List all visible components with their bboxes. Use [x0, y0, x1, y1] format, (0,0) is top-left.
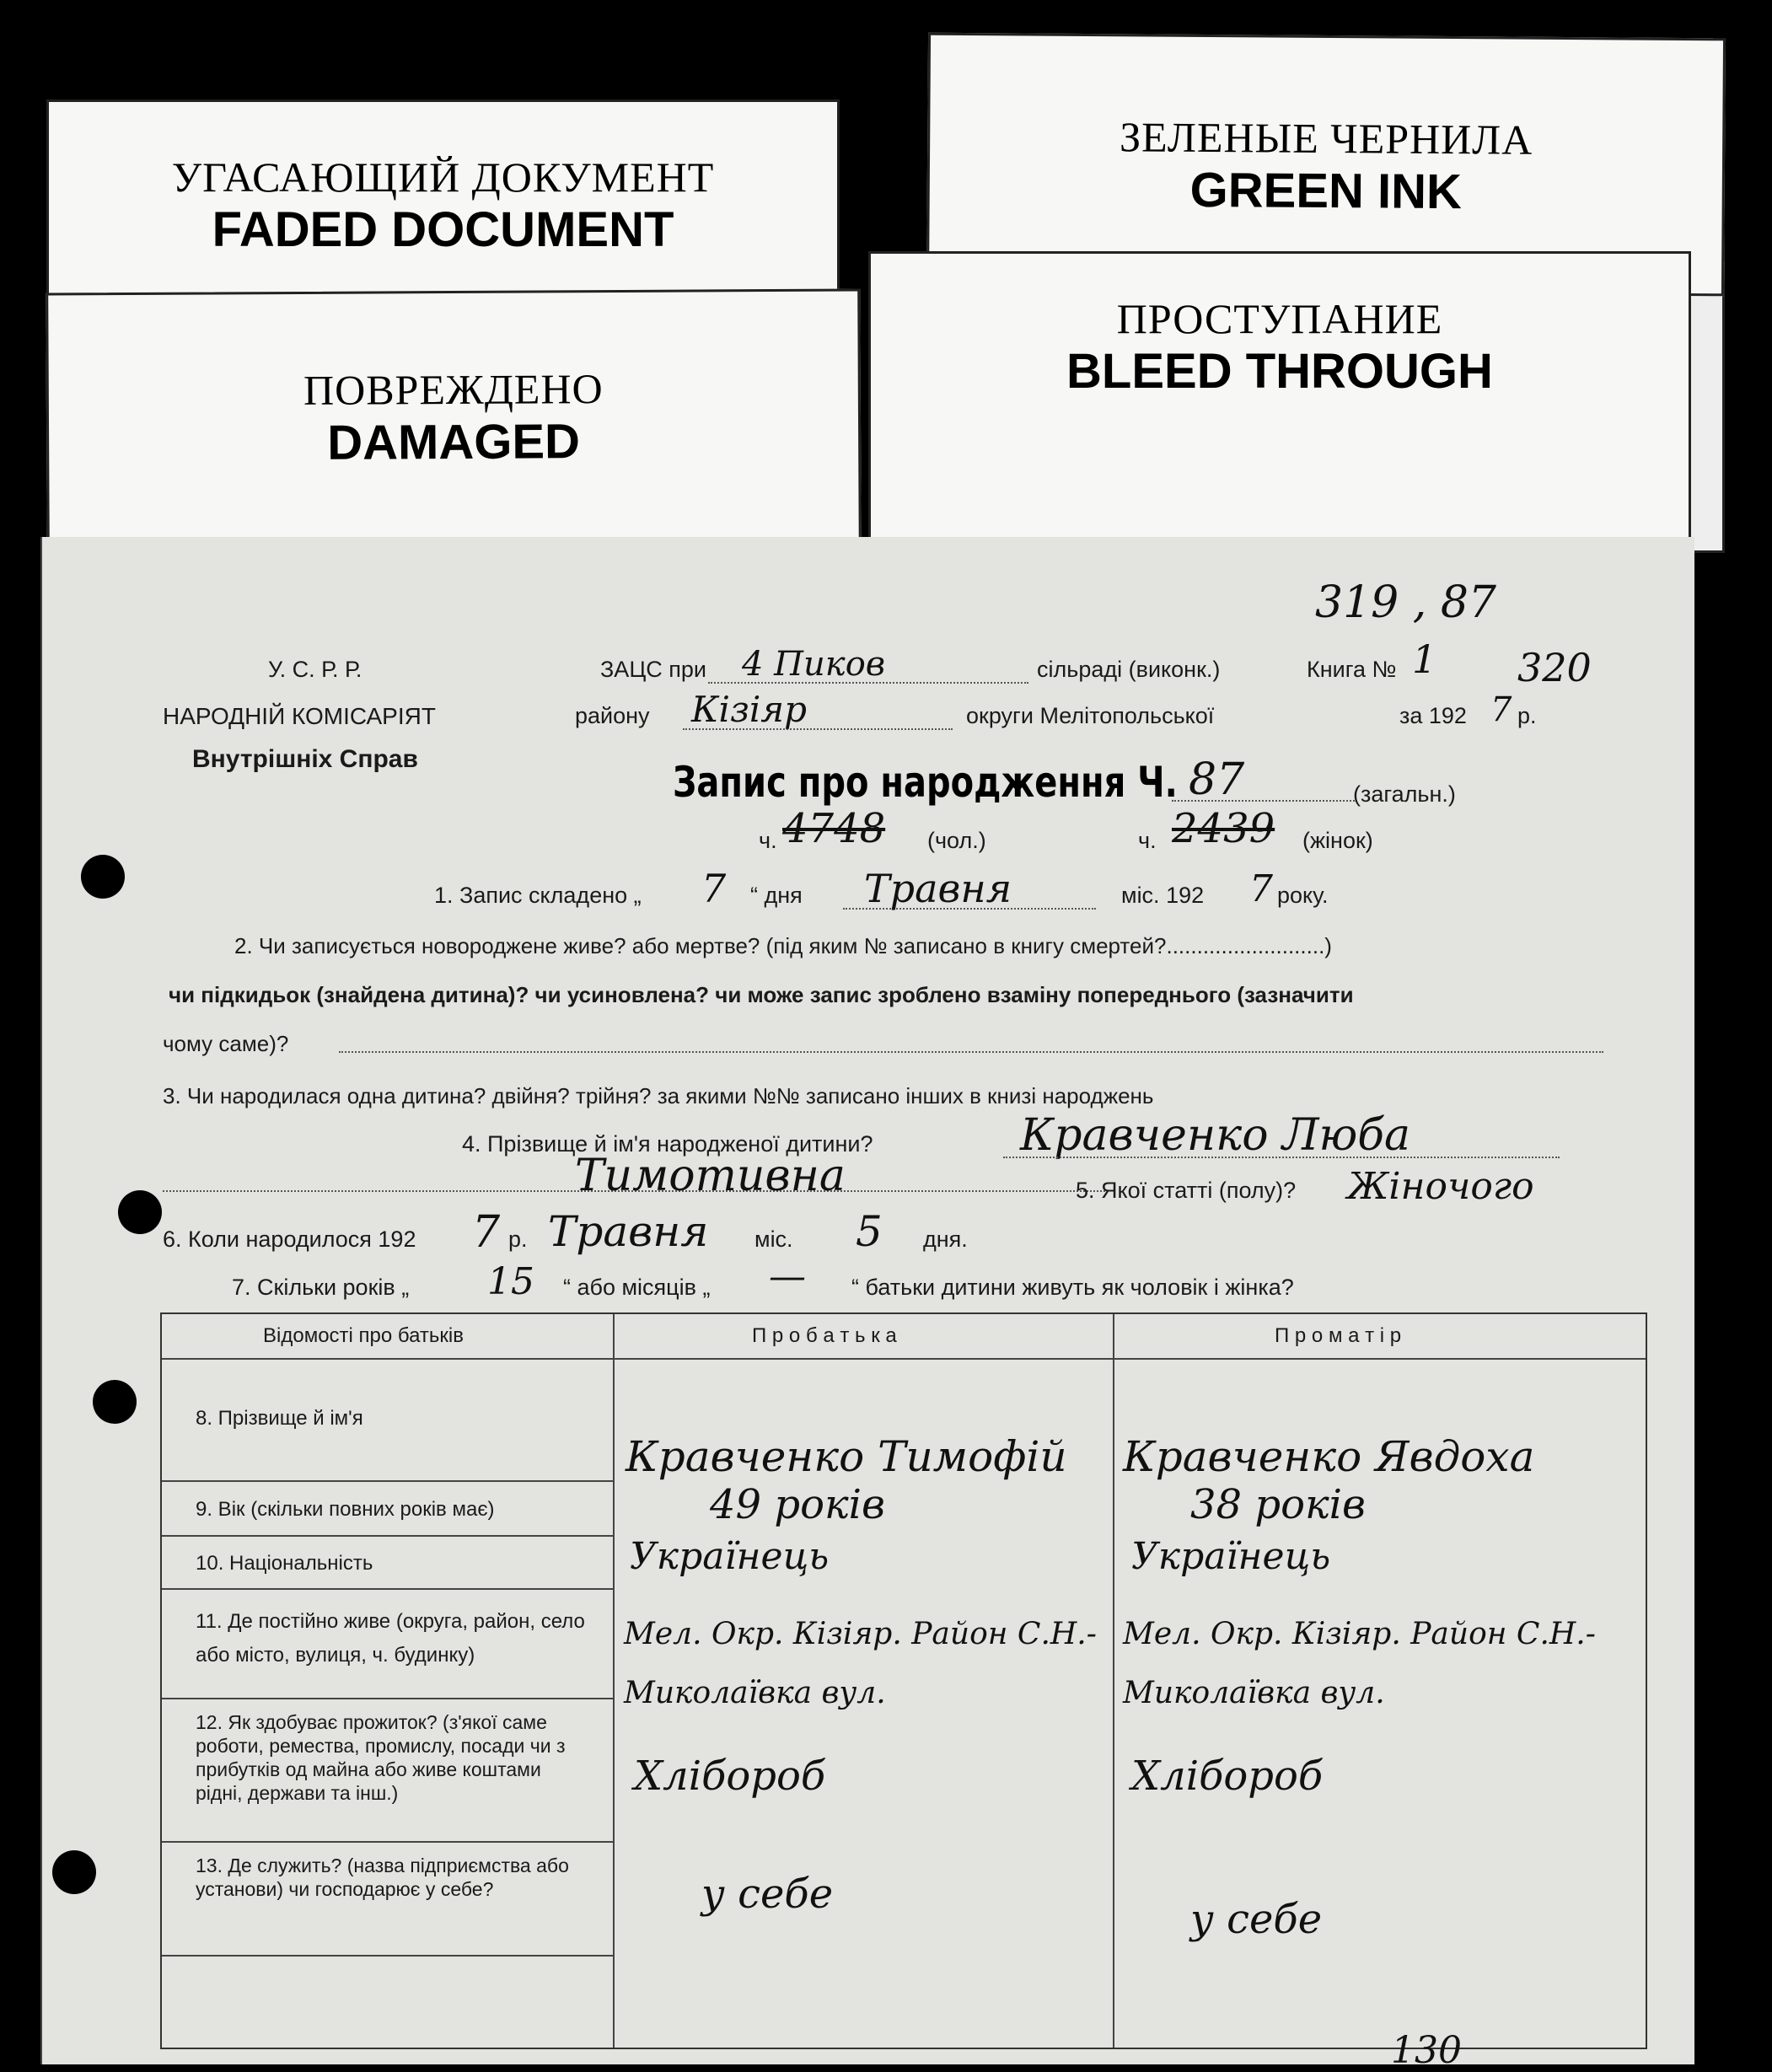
label-card-bleed-through [868, 251, 1691, 543]
q4-label: 4. Прізвище й ім'я народженої дитини? [462, 1131, 873, 1157]
ch-label: ч. [759, 828, 777, 853]
q4-patronymic-handwritten: Тимотивна [575, 1151, 846, 1201]
row-divider [162, 1841, 613, 1843]
birth-record-form [40, 537, 1694, 2072]
col-header-mother: П р о м а т і р [1275, 1324, 1402, 1347]
q5-label: 5. Якої статті (полу)? [1076, 1178, 1297, 1203]
fill-line [1003, 1157, 1560, 1158]
general-label: (загальн.) [1353, 781, 1456, 807]
record-number-handwritten: 87 [1189, 754, 1245, 805]
card-ru-text: ПРОСТУПАНИЕ [1116, 295, 1443, 342]
father-name-handwritten: Кравченко Тимофій [626, 1432, 1067, 1481]
row-divider [162, 1358, 1646, 1360]
row-divider [162, 1535, 613, 1537]
mother-address-handwritten: Мел. Окр. Кізіяр. Район С.Н.-Миколаївка вул. [1123, 1617, 1596, 1710]
header-commissariat: НАРОДНІЙ КОМІСАРІЯТ [163, 703, 436, 729]
row-label: 8. Прізвище й ім'я [196, 1407, 363, 1430]
year-label: за 192 [1399, 703, 1467, 728]
card-ru-text: ПОВРЕЖДЕНО [303, 365, 604, 414]
q2-line3: чому саме)? [163, 1031, 289, 1056]
row-label: 10. Національність [196, 1552, 373, 1575]
row-divider [162, 1698, 613, 1699]
q6-day-handwritten: 5 [856, 1207, 883, 1256]
corner-numbers: 319 , 87 [1315, 577, 1497, 628]
row-label: 12. Як здобуває прожиток? (з'якої саме роботи, ремества, промислу, посади чи з прибутків од майна або живе коштами рідні, держави та інш.) [196, 1711, 566, 1804]
punch-hole [52, 1850, 96, 1894]
column-divider [613, 1314, 615, 2048]
q6-r-label: р. [508, 1227, 528, 1252]
q5-handwritten: Жіночого [1347, 1165, 1534, 1208]
label-card-damaged [46, 288, 862, 550]
card-en-text: GREEN INK [1189, 162, 1463, 220]
q7-label: 7. Скільки років „ [232, 1275, 410, 1300]
okrug-label: округи Мелітопольської [966, 703, 1215, 728]
q1-day-handwritten: 7 [701, 866, 727, 911]
q1-month-handwritten: Травня [864, 866, 1012, 911]
label-card-faded [46, 99, 840, 315]
q7-mid: “ або місяців „ [563, 1275, 711, 1300]
card-en-text: BLEED THROUGH [1066, 344, 1493, 399]
header-ministry: Внутрішніх Справ [192, 745, 418, 773]
father-nationality-handwritten: Українець [630, 1535, 830, 1578]
q6-mis-label: міс. [754, 1227, 793, 1252]
q2-line1: 2. Чи записується новороджене живе? або мертве? (під яким № записано в книгу смертей?..........................) [234, 933, 1332, 958]
bottom-handwritten: 130 [1391, 2029, 1462, 2072]
mother-nationality-handwritten: Українець [1131, 1535, 1331, 1578]
year-tail: р. [1517, 703, 1537, 728]
q1-mis-label: міс. 192 [1121, 883, 1205, 908]
card-ru-text: ЗЕЛЕНЫЕ ЧЕРНИЛА [1119, 113, 1533, 164]
row-divider [162, 1955, 613, 1957]
q1-year-handwritten: 7 [1249, 867, 1273, 910]
mother-occupation-handwritten: Хлібороб [1131, 1753, 1324, 1800]
parents-table [160, 1312, 1647, 2049]
father-employment-handwritten: у себе [701, 1871, 834, 1918]
district-handwritten: Кізіяр [691, 689, 807, 730]
book-label: Книга № [1307, 657, 1397, 682]
q1-tail: року. [1277, 883, 1329, 908]
q6-month-handwritten: Травня [548, 1207, 709, 1256]
book-number-handwritten: 1 [1412, 636, 1437, 682]
zags-handwritten: 4 Пиков [742, 645, 886, 684]
header-ussr: У. С. Р. Р. [268, 657, 362, 682]
district-label: району [575, 703, 650, 728]
row-label: 13. Де служить? (назва підприємства або установи) чи господарює у себе? [196, 1855, 569, 1900]
q6-label: 6. Коли народилося 192 [163, 1227, 416, 1252]
book-extra-handwritten: 320 [1517, 645, 1592, 690]
zags-tail: сільраді (виконк.) [1037, 657, 1221, 682]
female-label: (жінок) [1302, 828, 1373, 853]
row-label: 9. Вік (скільки повних років має) [196, 1498, 495, 1521]
column-divider [1113, 1314, 1114, 2048]
q4-name-handwritten: Кравченко Люба [1020, 1110, 1410, 1161]
year-handwritten: 7 [1490, 690, 1512, 729]
zags-label: ЗАЦС при [600, 657, 707, 682]
col-header-father: П р о б а т ь к а [752, 1324, 897, 1347]
q3-text: 3. Чи народилася одна дитина? двійня? трійня? за якими №№ записано інших в книзі народжень [163, 1083, 1154, 1108]
row-divider [162, 1588, 613, 1590]
q7-tail: “ батьки дитини живуть як чоловік і жінка? [851, 1275, 1294, 1300]
row-label: 11. Де постійно живе (округа, район, село або місто, вулиця, ч. будинку) [196, 1610, 585, 1667]
q7-months-handwritten: — [769, 1255, 806, 1298]
row-divider [162, 1480, 613, 1482]
male-count-handwritten: 4748 [782, 805, 886, 852]
form-title: Запис про народження Ч. [673, 758, 1178, 807]
q1-label: 1. Запис складено „ [434, 883, 642, 908]
q2-line2: чи підкидьок (знайдена дитина)? чи усиновлена? чи може запис зроблено взаміну попереднього (зазначити [169, 982, 1354, 1007]
male-label: (чол.) [927, 828, 986, 853]
punch-hole [118, 1190, 162, 1234]
q6-tail: дня. [923, 1227, 968, 1252]
q1-day-label: “ дня [750, 883, 803, 908]
female-count-handwritten: 2439 [1172, 805, 1275, 852]
fill-line [339, 1051, 1603, 1053]
mother-age-handwritten: 38 років [1190, 1481, 1366, 1528]
card-en-text: DAMAGED [327, 414, 581, 470]
punch-hole [93, 1380, 137, 1424]
punch-hole [81, 855, 125, 899]
card-en-text: FADED DOCUMENT [212, 202, 674, 257]
card-ru-text: УГАСАЮЩИЙ ДОКУМЕНТ [171, 153, 715, 201]
q7-years-handwritten: 15 [487, 1260, 534, 1303]
ch-label: ч. [1138, 828, 1157, 853]
q6-year-handwritten: 7 [472, 1207, 501, 1258]
mother-employment-handwritten: у себе [1190, 1896, 1323, 1943]
father-occupation-handwritten: Хлібороб [634, 1753, 826, 1800]
col-header-info: Відомості про батьків [263, 1324, 464, 1347]
mother-name-handwritten: Кравченко Явдоха [1123, 1432, 1535, 1481]
father-address-handwritten: Мел. Окр. Кізіяр. Район С.Н.-Миколаївка вул. [624, 1617, 1097, 1710]
father-age-handwritten: 49 років [710, 1481, 885, 1528]
